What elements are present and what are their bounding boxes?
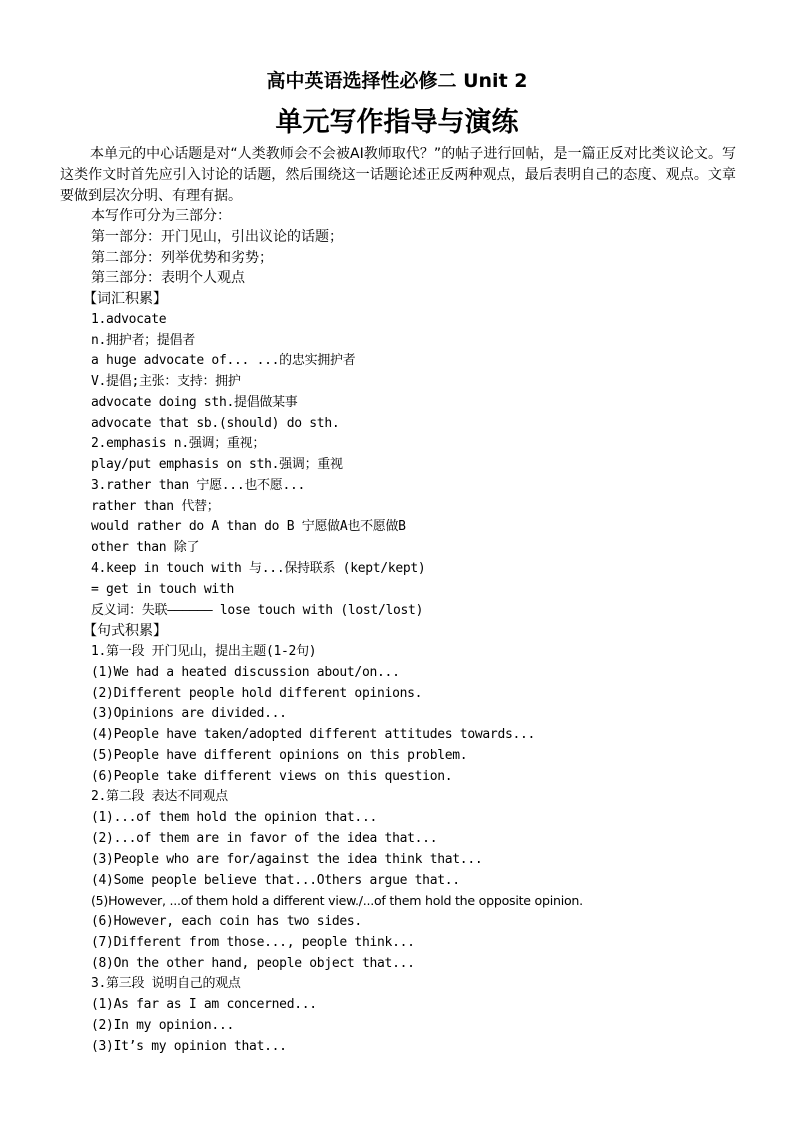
text-line: (7)Different from those..., people think... <box>91 934 415 950</box>
text-line: (6)People take different views on this question. <box>91 768 453 784</box>
text-line: would rather do A than do B 宁愿做A也不愿做B <box>91 519 406 535</box>
text-line: 反义词：失联—————— lose touch with (lost/lost) <box>91 602 424 618</box>
text-line: (3)Opinions are divided... <box>91 706 287 722</box>
text-line: (4)People have taken/adopted different attitudes towards... <box>91 727 536 743</box>
text-line: 1.advocate <box>91 311 167 327</box>
text-line: (3)It’s my opinion that... <box>91 1038 287 1054</box>
text-line: (6)However, each coin has two sides. <box>91 914 362 930</box>
document-subtitle: 单元写作指导与演练 <box>275 107 519 138</box>
text-line: other than 除了 <box>91 540 200 556</box>
text-line: (2)...of them are in favor of the idea that... <box>91 830 438 846</box>
text-line: rather than 代替； <box>91 498 220 514</box>
text-line: 1.第一段 开门见山，提出主题(1-2句) <box>91 644 317 660</box>
text-line: (1)We had a heated discussion about/on... <box>91 664 400 680</box>
text-line: (4)Some people believe that...Others argue that.. <box>91 872 460 888</box>
text-line: 本写作可分为三部分： <box>91 208 231 224</box>
text-line: n.拥护者；提倡者 <box>91 332 195 348</box>
document-title: 高中英语选择性必修二 Unit 2 <box>266 70 528 92</box>
text-line: (5)However, ...of them hold a different view./...of them hold the opposite opinion. <box>91 893 583 909</box>
text-line: 3.第三段 说明自己的观点 <box>91 976 241 992</box>
content-lines <box>83 206 751 1057</box>
text-line: (2)In my opinion... <box>91 1017 235 1033</box>
text-line: (1)As far as I am concerned... <box>91 997 317 1013</box>
text-line: 3.rather than 宁愿...也不愿... <box>91 477 306 493</box>
section-heading: 【句式积累】 <box>83 623 167 640</box>
text-line: 2.emphasis n.强调；重视； <box>91 436 266 452</box>
text-line: 2.第二段 表达不同观点 <box>91 789 228 805</box>
intro-paragraph: 本单元的中心话题是对“人类教师会不会被AI教师取代？”的帖子进行回帖，是一篇正反对比类议论文。写这类作文时首先应引入讨论的话题，然后围绕这一话题论述正反两种观点，最后表明自己的态度、观点。文章要做到层次分明、有理有据。 <box>60 146 736 204</box>
text-line: (2)Different people hold different opinions. <box>91 685 423 701</box>
text-line: play/put emphasis on sth.强调；重视 <box>91 457 343 473</box>
section-heading: 【词汇积累】 <box>83 291 167 308</box>
text-line: V.提倡;主张：支持：拥护 <box>91 374 241 390</box>
text-line: 第一部分：开门见山，引出议论的话题； <box>91 228 343 245</box>
text-line: a huge advocate of... ...的忠实拥护者 <box>91 353 356 369</box>
text-line: (1)...of them hold the opinion that... <box>91 810 378 826</box>
text-line: = get in touch with <box>91 581 235 597</box>
text-line: 第二部分：列举优势和劣势； <box>91 249 273 266</box>
text-line: (5)People have different opinions on this problem. <box>91 747 468 763</box>
text-line: (8)On the other hand, people object that... <box>91 955 415 971</box>
text-line: (3)People who are for/against the idea think that... <box>91 851 483 867</box>
text-line: 第三部分：表明个人观点 <box>91 270 245 287</box>
text-line: advocate that sb.(should) do sth. <box>91 415 340 431</box>
text-line: 4.keep in touch with 与...保持联系 (kept/kept) <box>91 561 426 577</box>
text-line: advocate doing sth.提倡做某事 <box>91 394 298 410</box>
